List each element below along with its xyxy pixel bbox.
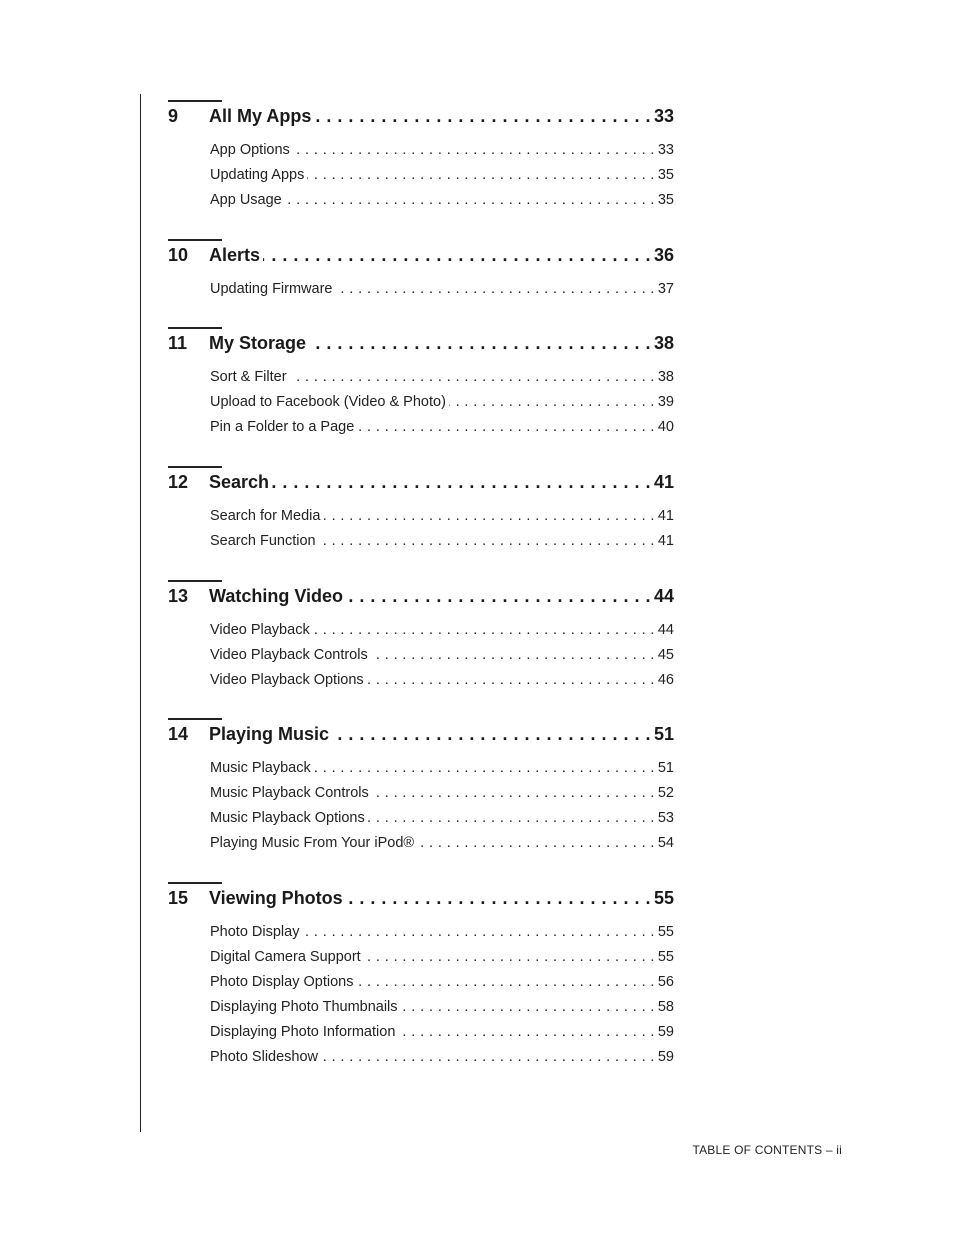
dot-leader [336, 281, 655, 297]
toc-section-link[interactable] [210, 647, 674, 672]
chapter-number: 14 [168, 724, 189, 744]
section-title: Search Function [210, 533, 316, 549]
chapter-rule [168, 100, 222, 102]
section-title: Photo Display [210, 924, 300, 940]
chapter-number: 9 [168, 106, 179, 126]
section-page-number: 41 [657, 533, 674, 549]
section-page-number: 46 [657, 672, 674, 688]
section-title: Music Playback Options [210, 810, 365, 826]
chapter-title: Alerts [209, 245, 261, 265]
section-title: App Options [210, 142, 290, 158]
dot-leader [346, 888, 651, 909]
toc-section-link[interactable] [210, 419, 674, 444]
section-title: Updating Apps [210, 167, 305, 183]
chapter-number: 12 [168, 472, 189, 492]
dot-leader [290, 369, 655, 385]
chapter-number: 10 [168, 245, 189, 265]
chapter-number: 11 [168, 333, 188, 353]
chapter-page-number: 44 [653, 586, 674, 606]
chapter-heading-link[interactable] [168, 586, 674, 610]
chapter-page-number: 55 [653, 888, 674, 908]
toc-section-link[interactable] [210, 1049, 674, 1074]
section-page-number: 54 [657, 835, 674, 851]
section-title: Displaying Photo Information [210, 1024, 396, 1040]
section-title: Pin a Folder to a Page [210, 419, 355, 435]
section-title: Video Playback Controls [210, 647, 368, 663]
dot-leader [263, 245, 651, 266]
chapter-heading-link[interactable] [168, 245, 674, 269]
section-title: Sort & Filter [210, 369, 287, 385]
dot-leader [307, 167, 655, 183]
chapter-page-number: 41 [653, 472, 674, 492]
toc-section-link[interactable] [210, 785, 674, 810]
dot-leader [368, 810, 655, 826]
chapter-heading-link[interactable] [168, 472, 674, 496]
section-list [210, 508, 674, 558]
dot-leader [417, 835, 655, 851]
dot-leader [293, 142, 655, 158]
chapter-page-number: 33 [653, 106, 674, 126]
section-title: Displaying Photo Thumbnails [210, 999, 398, 1015]
chapter-heading-link[interactable] [168, 888, 674, 912]
chapter-heading-link[interactable] [168, 333, 674, 357]
toc-section-link[interactable] [210, 369, 674, 394]
chapter-rule [168, 580, 222, 582]
section-page-number: 52 [657, 785, 674, 801]
dot-leader [323, 508, 654, 524]
toc-section-link[interactable] [210, 394, 674, 419]
chapter-rule [168, 718, 222, 720]
toc-section-link[interactable] [210, 924, 674, 949]
section-title: Digital Camera Support [210, 949, 361, 965]
section-title: Music Playback Controls [210, 785, 369, 801]
dot-leader [356, 974, 654, 990]
toc-section-link[interactable] [210, 760, 674, 785]
section-title: Search for Media [210, 508, 321, 524]
toc-section-link[interactable] [210, 167, 674, 192]
chapter-page-number: 38 [653, 333, 674, 353]
chapter-title: Playing Music [209, 724, 330, 744]
chapter-heading-link[interactable] [168, 724, 674, 748]
section-page-number: 37 [657, 281, 674, 297]
section-title: Upload to Facebook (Video & Photo) [210, 394, 446, 410]
dot-leader [319, 533, 655, 549]
section-page-number: 45 [657, 647, 674, 663]
chapter-title: Watching Video [209, 586, 344, 606]
dot-leader [272, 472, 651, 493]
section-title: Playing Music From Your iPod® [210, 835, 415, 851]
toc-section-link[interactable] [210, 281, 674, 306]
toc-section-link[interactable] [210, 949, 674, 974]
section-page-number: 35 [657, 192, 674, 208]
dot-leader [398, 1024, 654, 1040]
section-list [210, 622, 674, 697]
section-page-number: 59 [657, 1049, 674, 1065]
chapter-title: Viewing Photos [209, 888, 343, 908]
section-page-number: 58 [657, 999, 674, 1015]
dot-leader [313, 622, 655, 638]
section-page-number: 55 [657, 949, 674, 965]
chapter-title: My Storage [209, 333, 307, 353]
dot-leader [449, 394, 655, 410]
page-footer: TABLE OF CONTENTS – ii [692, 1143, 842, 1157]
section-title: Updating Firmware [210, 281, 333, 297]
toc-section-link[interactable] [210, 622, 674, 647]
dot-leader [372, 785, 655, 801]
section-list [210, 369, 674, 444]
dot-leader [332, 724, 651, 745]
section-page-number: 40 [657, 419, 674, 435]
dot-leader [401, 999, 655, 1015]
chapter-number: 15 [168, 888, 189, 908]
section-page-number: 51 [657, 760, 674, 776]
dot-leader [302, 924, 654, 940]
chapter-rule [168, 239, 222, 241]
section-page-number: 33 [657, 142, 674, 158]
section-page-number: 41 [657, 508, 674, 524]
chapter-title: All My Apps [209, 106, 312, 126]
toc-section-link[interactable] [210, 142, 674, 167]
chapter-page-number: 36 [653, 245, 674, 265]
section-page-number: 35 [657, 167, 674, 183]
toc-section-link[interactable] [210, 974, 674, 999]
dot-leader [367, 672, 655, 688]
section-title: Music Playback [210, 760, 311, 776]
toc-section-link[interactable] [210, 533, 674, 558]
section-list [210, 924, 674, 1074]
section-list [210, 142, 674, 217]
toc-section-link[interactable] [210, 999, 674, 1024]
section-page-number: 39 [657, 394, 674, 410]
section-title: Video Playback Options [210, 672, 364, 688]
dot-leader [364, 949, 655, 965]
section-page-number: 59 [657, 1024, 674, 1040]
chapter-rule [168, 882, 222, 884]
toc-section-link[interactable] [210, 835, 674, 860]
section-title: Photo Display Options [210, 974, 354, 990]
section-page-number: 55 [657, 924, 674, 940]
dot-leader [371, 647, 655, 663]
toc-section-link[interactable] [210, 1024, 674, 1049]
chapter-page-number: 51 [653, 724, 674, 744]
toc-section-link[interactable] [210, 672, 674, 697]
dot-leader [314, 106, 651, 127]
dot-leader [346, 586, 651, 607]
section-title: Photo Slideshow [210, 1049, 319, 1065]
toc-section-link[interactable] [210, 810, 674, 835]
dot-leader [357, 419, 655, 435]
section-title: App Usage [210, 192, 282, 208]
section-page-number: 53 [657, 810, 674, 826]
dot-leader [285, 192, 655, 208]
chapter-title: Search [209, 472, 270, 492]
chapter-number: 13 [168, 586, 189, 606]
section-list [210, 281, 674, 306]
chapter-rule [168, 327, 222, 329]
section-page-number: 56 [657, 974, 674, 990]
chapter-heading-link[interactable] [168, 106, 674, 130]
section-page-number: 38 [657, 369, 674, 385]
section-list [210, 760, 674, 860]
dot-leader [314, 760, 655, 776]
section-page-number: 44 [657, 622, 674, 638]
margin-rule [140, 94, 141, 1132]
toc-section-link[interactable] [210, 508, 674, 533]
chapter-rule [168, 466, 222, 468]
dot-leader [321, 1049, 655, 1065]
toc-section-link[interactable] [210, 192, 674, 217]
section-title: Video Playback [210, 622, 310, 638]
dot-leader [309, 333, 651, 354]
